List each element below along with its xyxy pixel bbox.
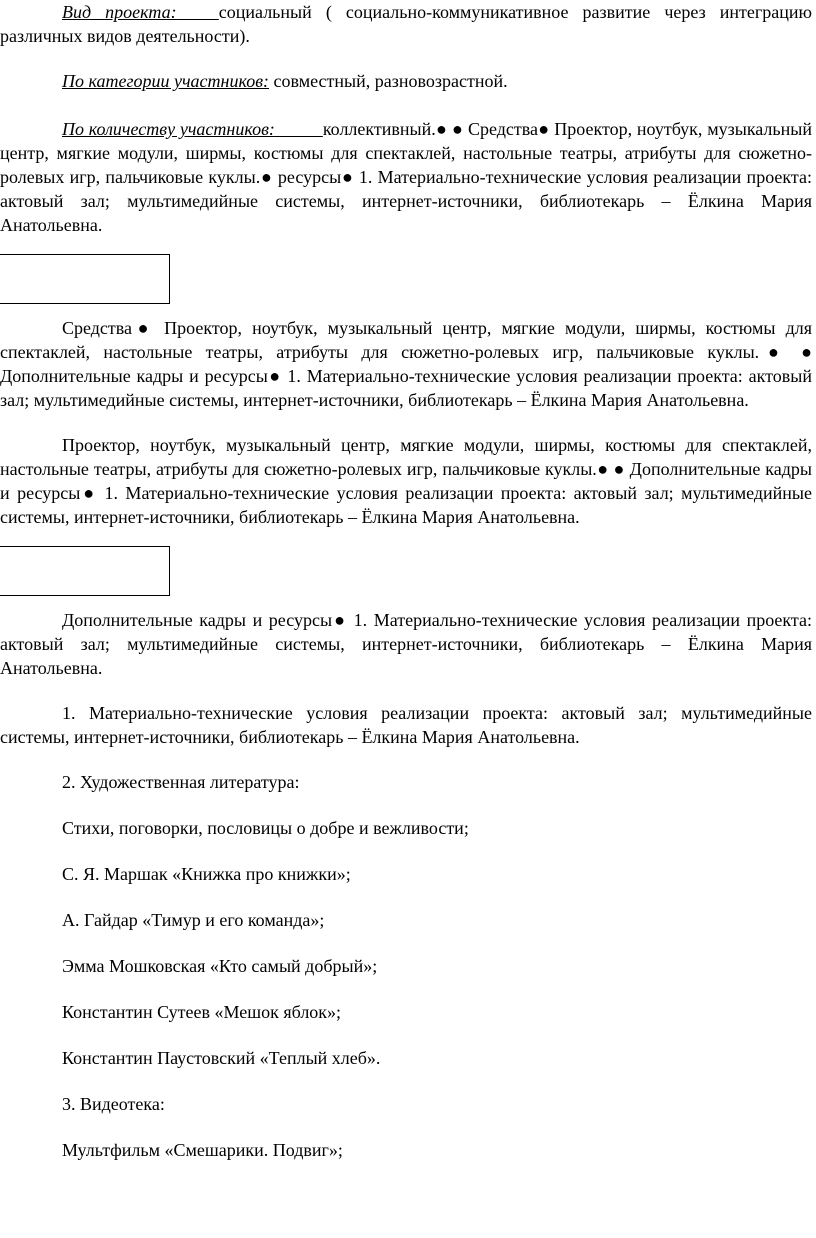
list-item: Стихи, поговорки, пословицы о добре и вежливости; <box>62 818 469 838</box>
empty-frame-1 <box>0 254 170 304</box>
participant-count-label: По количеству участников: <box>62 119 275 139</box>
participant-count-gap <box>275 119 323 139</box>
project-type-label: Вид проекта: <box>62 2 177 22</box>
project-type-gap <box>177 2 219 22</box>
list-item: Эмма Мошковская «Кто самый добрый»; <box>62 956 378 976</box>
participant-category-text: совместный, разновозрастной. <box>269 71 508 91</box>
participant-category-paragraph <box>0 69 812 93</box>
participant-category-label: По категории участников: <box>62 71 270 91</box>
means-paragraph: Средства● Проектор, ноутбук, музыкальный центр, мягкие модули, ширмы, костюмы для спектаклей, настольные театры, атрибуты для сюжетно-ролевых игр, пальчиковые куклы.● ● Дополнительные кадры и ресурсы● 1. Материально-технические условия реализации проекта: актовый зал; мультимедийные системы, интернет-источники, библиотекарь – Ёлкина Мария Анатольевна. <box>0 318 812 410</box>
list-item: А. Гайдар «Тимур и его команда»; <box>62 910 325 930</box>
list-item: С. Я. Маршак «Книжка про книжки»; <box>62 864 351 884</box>
participant-count-text: коллективный.● ● Средства● Проектор, ноутбук, музыкальный центр, мягкие модули, ширмы, костюмы для спектаклей, настольные театры, атрибуты для сюжетно-ролевых игр, пальчиковые куклы.● ресурсы● 1. Материально-технические условия реализации проекта: актовый зал; мультимедийные системы, интернет-источники, библиотекарь – Ёлкина Мария Анатольевна. <box>0 119 812 235</box>
participant-count-paragraph <box>0 117 812 237</box>
project-type-text: социальный ( социально-коммуникативное развитие через интеграцию различных видов деятельности). <box>0 2 812 46</box>
list-item: Мультфильм «Смешарики. Подвиг»; <box>62 1140 343 1160</box>
list-item: Константин Сутеев «Мешок яблок»; <box>62 1002 342 1022</box>
project-type-paragraph <box>0 0 812 48</box>
list-item: 2. Художественная литература: <box>62 772 300 792</box>
resources-paragraph: Дополнительные кадры и ресурсы● 1. Материально-технические условия реализации проекта: актовый зал; мультимедийные системы, интернет-источники, библиотекарь – Ёлкина Мария Анатольевна. <box>0 610 812 678</box>
equipment-paragraph: Проектор, ноутбук, музыкальный центр, мягкие модули, ширмы, костюмы для спектаклей, настольные театры, атрибуты для сюжетно-ролевых игр, пальчиковые куклы.● ● Дополнительные кадры и ресурсы● 1. Материально-технические условия реализации проекта: актовый зал; мультимедийные системы, интернет-источники, библиотекарь – Ёлкина Мария Анатольевна. <box>0 435 812 527</box>
list-item: Константин Паустовский «Теплый хлеб». <box>62 1048 381 1068</box>
list-item: 3. Видеотека: <box>62 1094 165 1114</box>
empty-frame-2 <box>0 546 170 596</box>
material-conditions-paragraph: 1. Материально-технические условия реализации проекта: актовый зал; мультимедийные системы, интернет-источники, библиотекарь – Ёлкина Мария Анатольевна. <box>0 703 812 747</box>
